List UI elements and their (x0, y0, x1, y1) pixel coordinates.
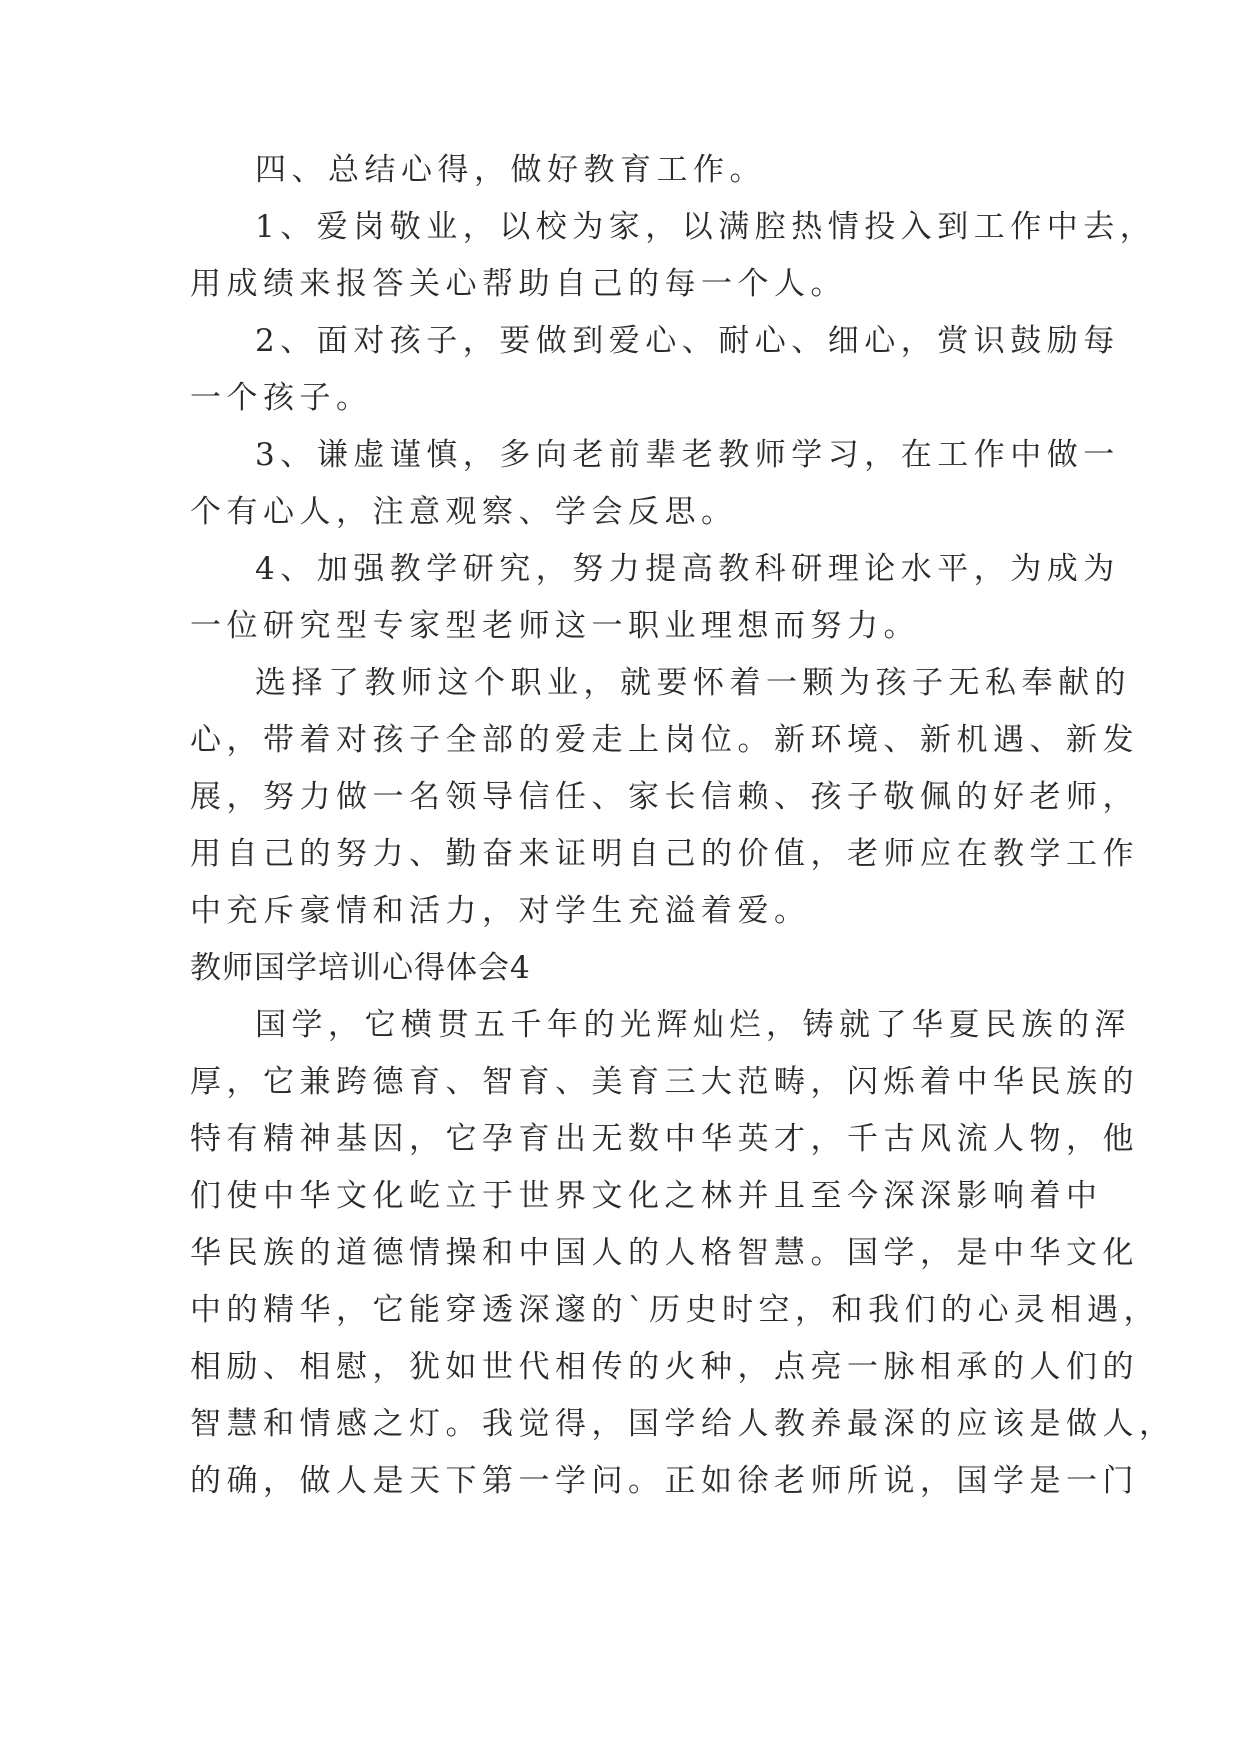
paragraph-line: 用成绩来报答关心帮助自己的每一个人。 (190, 266, 847, 302)
paragraph-line: 一个孩子。 (190, 380, 373, 416)
paragraph-line: 选择了教师这个职业，就要怀着一颗为孩子无私奉献的 (255, 665, 1131, 701)
paragraph-line: 华民族的道德情操和中国人的人格智慧。国学，是中华文化 (190, 1235, 1139, 1271)
paragraph-line: 们使中华文化屹立于世界文化之林并且至今深深影响着中 (190, 1178, 1103, 1214)
section-heading: 教师国学培训心得体会4 (190, 950, 531, 986)
paragraph-line: 智慧和情感之灯。我觉得，国学给人教养最深的应该是做人， (190, 1406, 1176, 1442)
paragraph-line: 厚，它兼跨德育、智育、美育三大范畴，闪烁着中华民族的 (190, 1064, 1139, 1100)
paragraph-line: 中的精华，它能穿透深邃的`历史时空，和我们的心灵相遇， (190, 1292, 1160, 1328)
paragraph-line: 一位研究型专家型老师这一职业理想而努力。 (190, 608, 920, 644)
paragraph-line: 的确，做人是天下第一学问。正如徐老师所说，国学是一门 (190, 1463, 1139, 1499)
paragraph-line: 相励、相慰，犹如世代相传的火种，点亮一脉相承的人们的 (190, 1349, 1139, 1385)
paragraph-line: 1、爱岗敬业，以校为家，以满腔热情投入到工作中去， (255, 209, 1157, 245)
paragraph-line: 国学，它横贯五千年的光辉灿烂，铸就了华夏民族的浑 (255, 1007, 1131, 1043)
paragraph-line: 3、谦虚谨慎，多向老前辈老教师学习，在工作中做一 (255, 437, 1120, 473)
paragraph-line: 心，带着对孩子全部的爱走上岗位。新环境、新机遇、新发 (190, 722, 1139, 758)
paragraph-line: 个有心人，注意观察、学会反思。 (190, 494, 738, 530)
paragraph-line: 展，努力做一名领导信任、家长信赖、孩子敬佩的好老师， (190, 779, 1139, 815)
paragraph-line: 2、面对孩子，要做到爱心、耐心、细心，赏识鼓励每 (255, 323, 1120, 359)
paragraph-line: 用自己的努力、勤奋来证明自己的价值，老师应在教学工作 (190, 836, 1139, 872)
paragraph-line: 特有精神基因，它孕育出无数中华英才，千古风流人物，他 (190, 1121, 1139, 1157)
paragraph-line: 4、加强教学研究，努力提高教科研理论水平，为成为 (255, 551, 1120, 587)
paragraph-line: 四、总结心得，做好教育工作。 (255, 152, 766, 188)
paragraph-line: 中充斥豪情和活力，对学生充溢着爱。 (190, 893, 811, 929)
